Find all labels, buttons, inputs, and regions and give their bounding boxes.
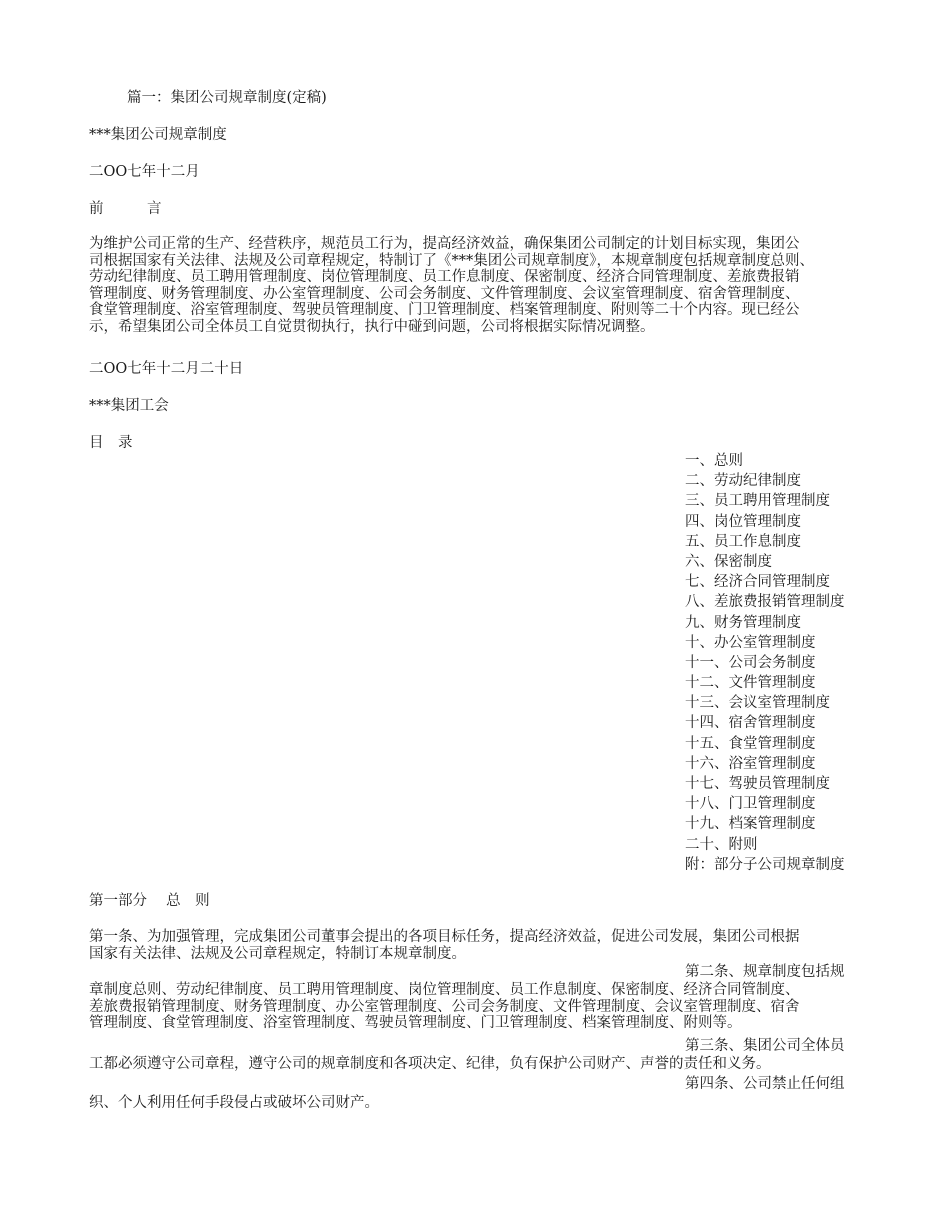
article-4-line: 织、个人利用任何手段侵占或破坏公司财产。 — [89, 1095, 379, 1111]
company-heading: ***集团公司规章制度 — [89, 127, 227, 143]
toc-item: 十五、食堂管理制度 — [685, 735, 816, 752]
article-4 — [89, 1095, 864, 1112]
toc-item: 十一、公司会务制度 — [685, 654, 816, 671]
preface-line: 为维护公司正常的生产、经营秩序，规范员工行为，提高经济效益，确保集团公司制定的计划目标实现，集团公 — [89, 236, 800, 252]
toc-item: 九、财务管理制度 — [685, 614, 801, 631]
preface-paragraph — [89, 236, 864, 335]
article-4-start: 第四条、公司禁止任何组 — [685, 1076, 845, 1092]
article-1 — [89, 929, 864, 962]
table-of-contents — [685, 451, 845, 875]
article-2-line: 章制度总则、劳动纪律制度、员工聘用管理制度、岗位管理制度、员工作息制度、保密制度、经济合同管制度、 — [89, 982, 800, 998]
union-signature: ***集团工会 — [89, 398, 169, 414]
toc-item: 附：部分子公司规章制度 — [685, 856, 845, 873]
toc-item: 十三、会议室管理制度 — [685, 695, 830, 712]
toc-item: 十四、宿舍管理制度 — [685, 715, 816, 732]
preface-line: 示，希望集团公司全体员工自觉贯彻执行，执行中碰到问题，公司将根据实际情况调整。 — [89, 318, 655, 335]
article-3-start: 第三条、集团公司全体员 — [685, 1038, 845, 1054]
toc-heading: 目 录 — [89, 435, 133, 451]
article-2 — [89, 982, 864, 1032]
toc-item: 二、劳动纪律制度 — [685, 473, 801, 490]
toc-item: 十、办公室管理制度 — [685, 634, 816, 651]
article-3 — [89, 1056, 864, 1073]
toc-item: 八、差旅费报销管理制度 — [685, 594, 845, 611]
toc-item: 十八、门卫管理制度 — [685, 796, 816, 813]
toc-item: 四、岗位管理制度 — [685, 513, 801, 530]
article-1-line: 第一条、为加强管理，完成集团公司董事会提出的各项目标任务，提高经济效益，促进公司发展，集团公司根据 — [89, 929, 800, 945]
issue-date: 二OO七年十二月 — [89, 164, 200, 180]
toc-item: 十九、档案管理制度 — [685, 816, 816, 833]
article-1-line: 国家有关法律、法规及公司章程规定，特制订本规章制度。 — [89, 945, 466, 962]
article-2-start: 第二条、规章制度包括规 — [685, 964, 845, 980]
toc-item: 五、员工作息制度 — [685, 533, 801, 550]
toc-item: 一、总则 — [685, 453, 743, 469]
preface-heading: 前 言 — [89, 201, 162, 217]
toc-item: 三、员工聘用管理制度 — [685, 493, 830, 510]
preface-line: 食堂管理制度、浴室管理制度、驾驶员管理制度、门卫管理制度、档案管理制度、附则等二十个内容。现已经公 — [89, 302, 800, 318]
toc-item: 六、保密制度 — [685, 553, 772, 570]
toc-item: 十二、文件管理制度 — [685, 675, 816, 692]
preface-line: 劳动纪律制度、员工聘用管理制度、岗位管理制度、员工作息制度、保密制度、经济合同管理制度、差旅费报销 — [89, 269, 800, 285]
part1-heading: 第一部分 总 则 — [89, 893, 210, 909]
toc-item: 十六、浴室管理制度 — [685, 755, 816, 772]
article-3-line: 工都必须遵守公司章程，遵守公司的规章制度和各项决定、纪律，负有保护公司财产、声誉的责任和义务。 — [89, 1056, 771, 1072]
toc-item: 七、经济合同管理制度 — [685, 574, 830, 591]
toc-item: 二十、附则 — [685, 836, 758, 853]
document-title: 篇一：集团公司规章制度(定稿) — [127, 90, 327, 106]
toc-item: 十七、驾驶员管理制度 — [685, 776, 830, 792]
preface-line: 管理制度、财务管理制度、办公室管理制度、公司会务制度、文件管理制度、会议室管理制度、宿舍管理制度、 — [89, 285, 800, 302]
preface-date: 二OO七年十二月二十日 — [89, 361, 244, 377]
article-2-line: 管理制度、食堂管理制度、浴室管理制度、驾驶员管理制度、门卫管理制度、档案管理制度、附则等。 — [89, 1015, 742, 1031]
preface-line: 司根据国家有关法律、法规及公司章程规定，特制订了《***集团公司规章制度》，本规章制度包括规章制度总则、 — [89, 252, 814, 269]
article-2-line: 差旅费报销管理制度、财务管理制度、办公室管理制度、公司会务制度、文件管理制度、会议室管理制度、宿舍 — [89, 998, 800, 1015]
